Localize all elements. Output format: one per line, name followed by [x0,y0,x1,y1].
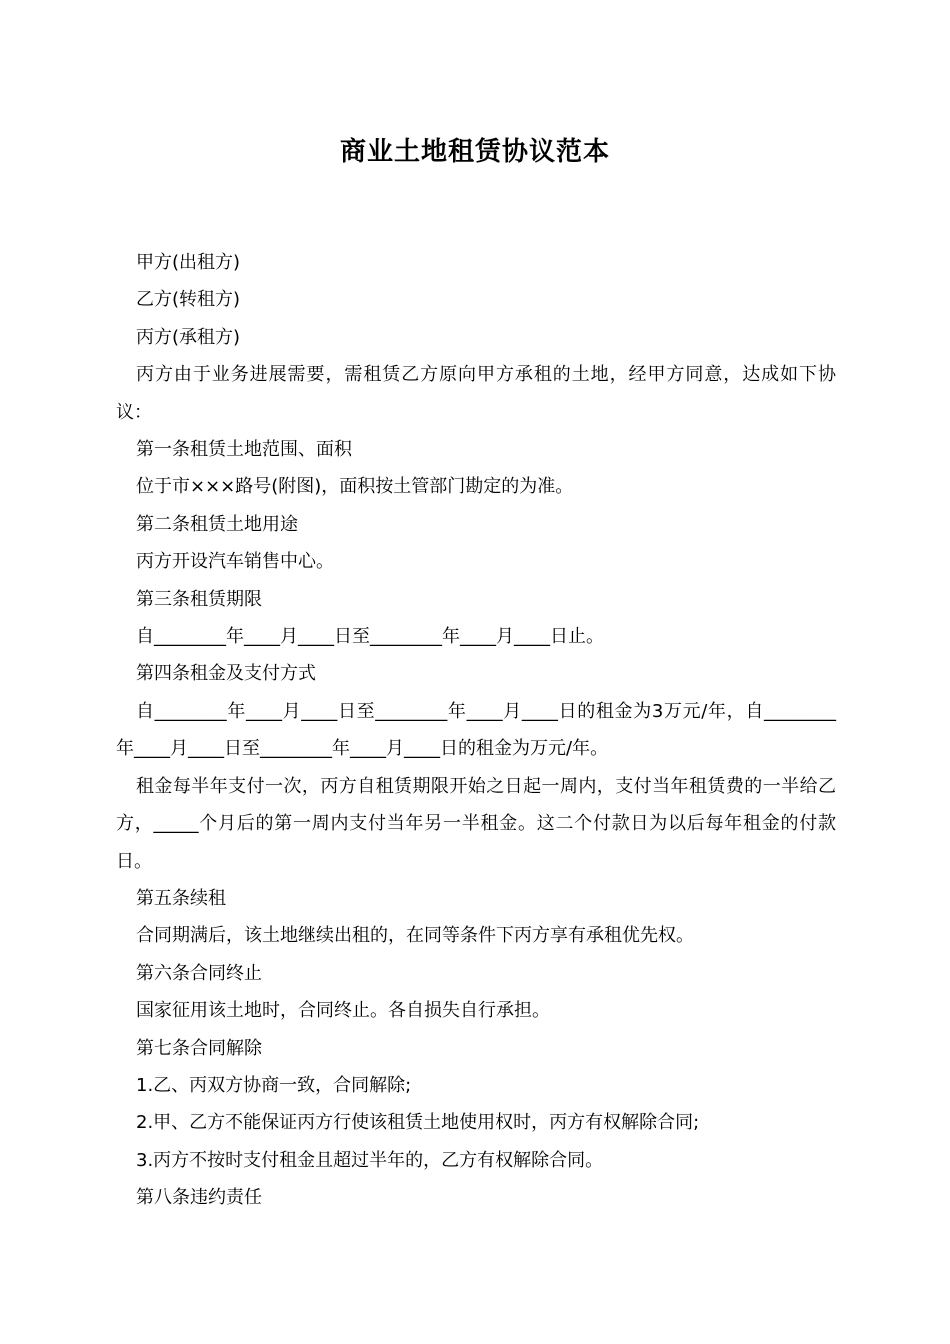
article-7-item-3: 3.丙方不按时支付租金且超过半年的，乙方有权解除合同。 [136,1149,604,1171]
article-4-text-rent-periods: 自________年____月____日至________年____月____日的租金为3万元/年，自________年____月____日至________年____月____日的租金为万元/年。 [116,700,836,760]
article-4-heading: 第四条租金及支付方式 [136,663,316,685]
article-8-heading: 第八条违约责任 [136,1187,262,1209]
article-7-item-2: 2.甲、乙方不能保证丙方行使该租赁土地使用权时，丙方有权解除合同; [136,1112,700,1134]
document-body [116,244,836,1217]
article-2-text: 丙方开设汽车销售中心。 [136,551,334,573]
article-1-heading: 第一条租赁土地范围、面积 [136,439,352,461]
article-3-heading: 第三条租赁期限 [136,588,262,610]
party-a-line: 甲方(出租方) [136,252,241,273]
article-7-heading: 第七条合同解除 [136,1037,262,1059]
article-5-text: 合同期满后，该土地继续出租的，在同等条件下丙方享有承租优先权。 [136,925,694,947]
party-c-line: 丙方(承租方) [136,326,241,348]
party-b-line: 乙方(转租方) [136,289,241,311]
article-7-item-1: 1.乙、丙双方协商一致，合同解除; [136,1074,412,1096]
document-title: 商业土地租赁协议范本 [339,137,610,167]
article-5-heading: 第五条续租 [136,887,226,909]
article-4-text-payment: 租金每半年支付一次，丙方自租赁期限开始之日起一周内，支付当年租赁费的一半给乙方，_____个月后的第一周内支付当年另一半租金。这二个付款日为以后每年租金的付款日。 [116,775,836,872]
article-3-text: 自________年____月____日至________年____月____日止。 [136,626,604,648]
article-1-text: 位于市×××路号(附图)，面积按土管部门勘定的为准。 [136,476,574,498]
preamble-paragraph: 丙方由于业务进展需要，需租赁乙方原向甲方承租的土地，经甲方同意，达成如下协议： [116,364,836,423]
article-6-heading: 第六条合同终止 [136,962,262,984]
article-2-heading: 第二条租赁土地用途 [136,513,298,535]
article-6-text: 国家征用该土地时，合同终止。各自损失自行承担。 [136,1000,550,1022]
